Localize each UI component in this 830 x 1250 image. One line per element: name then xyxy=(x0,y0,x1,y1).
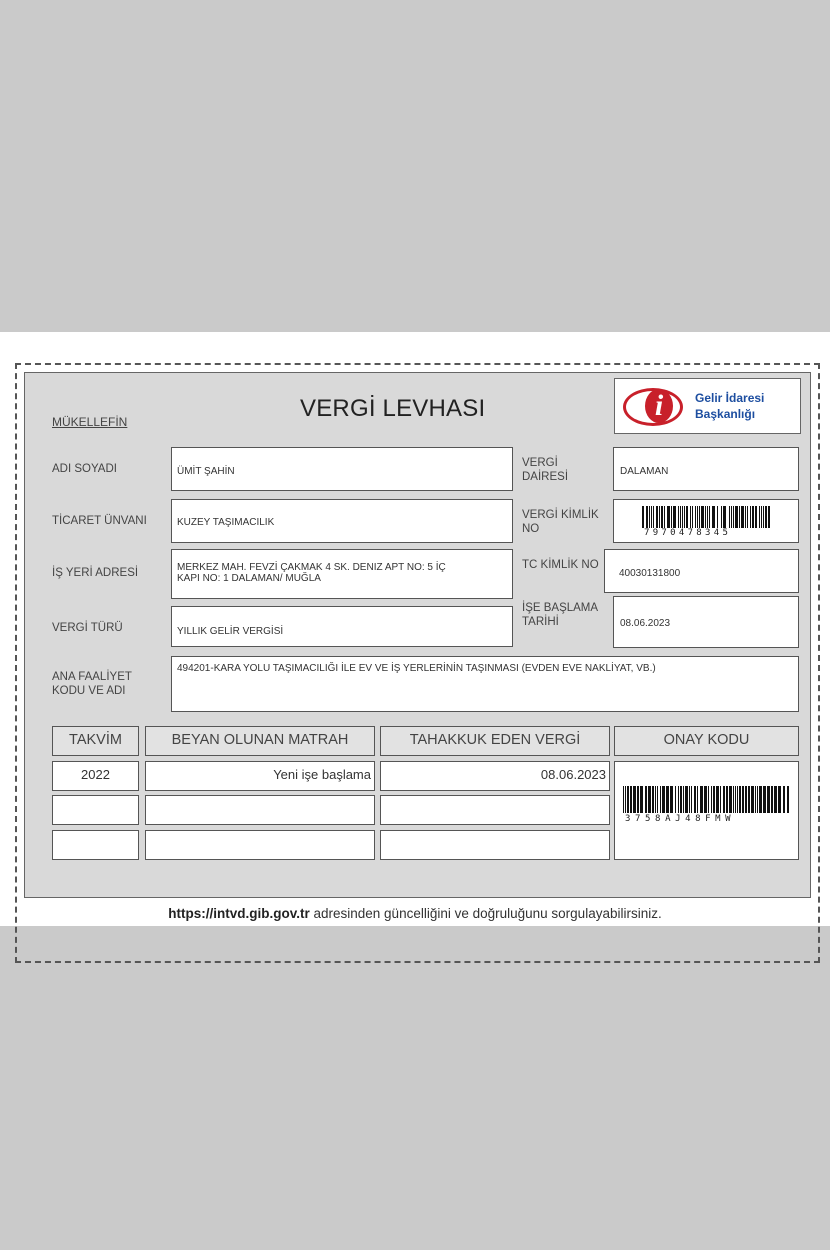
header-takvim: TAKVİM xyxy=(52,726,139,756)
barcode-bar xyxy=(695,506,696,528)
barcode-bar xyxy=(649,506,650,528)
row1-takvim: 2022 xyxy=(52,761,139,791)
barcode-bar xyxy=(651,506,652,528)
barcode-bar xyxy=(692,506,693,528)
field-tc-kimlik-no xyxy=(604,549,799,593)
row3-vergi xyxy=(380,830,610,860)
onay-kodu-cell xyxy=(614,761,799,860)
field-vergi-dairesi xyxy=(613,447,799,491)
barcode-bar xyxy=(623,786,624,813)
barcode-bar xyxy=(735,786,736,813)
label-vergi-turu: VERGİ TÜRÜ xyxy=(52,622,123,634)
barcode-bar xyxy=(705,506,706,528)
label-vkn-2: NO xyxy=(522,523,540,535)
barcode-bar xyxy=(708,786,709,813)
header-vergi: TAHAKKUK EDEN VERGİ xyxy=(380,726,610,756)
value-ana-faaliyet: 494201-KARA YOLU TAŞIMACILIĞI İLE EV VE İŞ YERLERİNİN TAŞINMASI (EVDEN EVE NAKLİYAT, VB.) xyxy=(177,663,656,674)
barcode-bar xyxy=(755,786,756,813)
onay-barcode-text: 3758AJ48FMW xyxy=(625,814,736,824)
label-ana-faaliyet-1: ANA FAALİYET xyxy=(52,671,132,683)
barcode-bar xyxy=(733,506,734,528)
field-ticaret-unvani xyxy=(171,499,513,543)
barcode-bar xyxy=(633,786,636,813)
barcode-bar xyxy=(717,506,718,528)
section-label: MÜKELLEFİN xyxy=(52,415,128,429)
barcode-bar xyxy=(751,786,752,813)
field-is-yeri-adresi xyxy=(171,549,513,599)
row3-matrah xyxy=(145,830,375,860)
barcode-bar xyxy=(666,786,669,813)
barcode-bar xyxy=(752,786,754,813)
barcode-bar xyxy=(640,786,643,813)
label-adi-soyadi: ADI SOYADI xyxy=(52,463,117,475)
logo-text-line1: Gelir İdaresi xyxy=(695,391,765,405)
barcode-bar xyxy=(645,786,647,813)
barcode-bar xyxy=(765,506,767,528)
barcode-bar xyxy=(729,786,732,813)
barcode-bar xyxy=(726,786,728,813)
barcode-bar xyxy=(697,506,698,528)
barcode-bar xyxy=(755,506,756,528)
barcode-bar xyxy=(713,786,715,813)
barcode-bar xyxy=(637,786,639,813)
barcode-bar xyxy=(711,786,712,813)
barcode-bar xyxy=(752,506,754,528)
barcode-bar xyxy=(680,786,682,813)
barcode-bar xyxy=(685,786,688,813)
vkn-barcode xyxy=(642,506,772,528)
verification-text: adresinden güncelliğini ve doğruluğunu sorgulayabilirsiniz. xyxy=(309,906,662,921)
value-ise-baslama: 08.06.2023 xyxy=(620,618,671,629)
barcode-bar xyxy=(759,786,762,813)
label-vergi-dairesi-2: DAİRESİ xyxy=(522,471,569,483)
barcode-bar xyxy=(667,506,670,528)
label-ticaret-unvani: TİCARET ÜNVANI xyxy=(52,515,147,527)
barcode-bar xyxy=(768,506,770,528)
barcode-bar xyxy=(630,786,632,813)
row2-vergi xyxy=(380,795,610,825)
barcode-bar xyxy=(761,506,762,528)
barcode-bar xyxy=(678,506,679,528)
barcode-bar xyxy=(689,786,690,813)
barcode-bar xyxy=(757,786,758,813)
barcode-bar xyxy=(694,786,696,813)
barcode-bar xyxy=(671,506,672,528)
barcode-bar xyxy=(656,506,658,528)
barcode-bar xyxy=(646,506,648,528)
label-tc-kimlik-no: TC KİMLİK NO xyxy=(522,559,599,571)
field-vergi-kimlik-no xyxy=(613,499,799,543)
label-is-yeri-adresi: İŞ YERİ ADRESİ xyxy=(52,567,139,579)
barcode-bar xyxy=(748,786,750,813)
barcode-bar xyxy=(763,506,764,528)
label-vkn-1: VERGİ KİMLİK xyxy=(522,509,599,521)
value-vergi-turu: YILLIK GELİR VERGİSİ xyxy=(177,626,284,637)
row2-matrah xyxy=(145,795,375,825)
barcode-bar xyxy=(691,786,692,813)
barcode-bar xyxy=(771,786,773,813)
info-icon: i xyxy=(645,389,673,423)
barcode-bar xyxy=(756,506,757,528)
header-matrah: BEYAN OLUNAN MATRAH xyxy=(145,726,375,756)
barcode-bar xyxy=(660,786,661,813)
barcode-bar xyxy=(723,786,725,813)
gib-logo xyxy=(614,378,801,434)
barcode-bar xyxy=(648,786,651,813)
barcode-bar xyxy=(783,786,785,813)
barcode-bar xyxy=(683,786,684,813)
row3-takvim xyxy=(52,830,139,860)
barcode-bar xyxy=(767,786,770,813)
barcode-bar xyxy=(686,506,688,528)
barcode-bar xyxy=(716,786,719,813)
onay-barcode xyxy=(623,786,791,813)
header-onay-kodu: ONAY KODU xyxy=(614,726,799,756)
barcode-bar xyxy=(759,506,760,528)
label-ana-faaliyet-2: KODU VE ADI xyxy=(52,685,126,697)
label-vergi-dairesi-1: VERGİ xyxy=(522,457,558,469)
barcode-bar xyxy=(678,786,679,813)
barcode-bar xyxy=(733,786,734,813)
barcode-bar xyxy=(707,506,708,528)
barcode-bar xyxy=(625,786,626,813)
vkn-barcode-text: 7970478345 xyxy=(644,528,732,538)
barcode-bar xyxy=(675,786,676,813)
barcode-bar xyxy=(723,506,726,528)
barcode-bar xyxy=(720,786,721,813)
barcode-bar xyxy=(747,506,748,528)
barcode-bar xyxy=(763,786,766,813)
barcode-bar xyxy=(731,506,732,528)
barcode-bar xyxy=(721,506,722,528)
barcode-bar xyxy=(664,506,665,528)
value-ticaret-unvani: KUZEY TAŞIMACILIK xyxy=(177,517,275,528)
row1-vergi: 08.06.2023 xyxy=(380,761,610,791)
barcode-bar xyxy=(709,506,710,528)
value-adi-soyadi: ÜMİT ŞAHİN xyxy=(177,466,235,477)
barcode-bar xyxy=(739,506,740,528)
barcode-bar xyxy=(662,786,665,813)
value-address-line1: MERKEZ MAH. FEVZİ ÇAKMAK 4 SK. DENIZ APT NO: 5 İÇ xyxy=(177,562,446,573)
barcode-bar xyxy=(745,506,746,528)
label-ise-baslama-1: İŞE BAŞLAMA xyxy=(522,602,599,614)
label-ise-baslama-2: TARİHİ xyxy=(522,616,559,628)
barcode-bar xyxy=(750,506,751,528)
field-ana-faaliyet xyxy=(171,656,799,712)
barcode-bar xyxy=(739,786,741,813)
value-vergi-dairesi: DALAMAN xyxy=(620,466,669,477)
verification-footer xyxy=(0,906,830,921)
barcode-bar xyxy=(680,506,681,528)
barcode-bar xyxy=(741,506,744,528)
barcode-bar xyxy=(737,786,738,813)
barcode-bar xyxy=(659,506,660,528)
barcode-bar xyxy=(642,506,644,528)
barcode-bar xyxy=(697,786,698,813)
barcode-bar xyxy=(787,786,789,813)
barcode-bar xyxy=(699,506,700,528)
barcode-bar xyxy=(657,786,658,813)
value-tc-kimlik-no: 40030131800 xyxy=(619,568,681,579)
row2-takvim xyxy=(52,795,139,825)
barcode-bar xyxy=(652,786,654,813)
barcode-bar xyxy=(729,506,730,528)
barcode-bar xyxy=(661,506,663,528)
barcode-bar xyxy=(690,506,691,528)
field-vergi-turu xyxy=(171,606,513,647)
logo-text-line2: Başkanlığı xyxy=(695,407,756,421)
barcode-bar xyxy=(735,506,738,528)
barcode-bar xyxy=(700,786,703,813)
barcode-bar xyxy=(682,506,683,528)
barcode-bar xyxy=(670,786,673,813)
barcode-bar xyxy=(778,786,781,813)
barcode-bar xyxy=(655,786,656,813)
barcode-bar xyxy=(745,786,747,813)
row1-matrah: Yeni işe başlama xyxy=(145,761,375,791)
verification-link[interactable]: https://intvd.gib.gov.tr xyxy=(168,906,310,921)
barcode-bar xyxy=(684,506,685,528)
barcode-bar xyxy=(742,786,744,813)
barcode-bar xyxy=(701,506,704,528)
document-title: VERGİ LEVHASI xyxy=(300,395,486,422)
barcode-bar xyxy=(653,506,654,528)
field-adi-soyadi xyxy=(171,447,513,491)
barcode-bar xyxy=(627,786,629,813)
barcode-bar xyxy=(673,506,676,528)
barcode-bar xyxy=(712,506,715,528)
field-ise-baslama xyxy=(613,596,799,648)
barcode-bar xyxy=(774,786,777,813)
value-address-line2: KAPI NO: 1 DALAMAN/ MUĞLA xyxy=(177,573,321,584)
barcode-bar xyxy=(704,786,707,813)
